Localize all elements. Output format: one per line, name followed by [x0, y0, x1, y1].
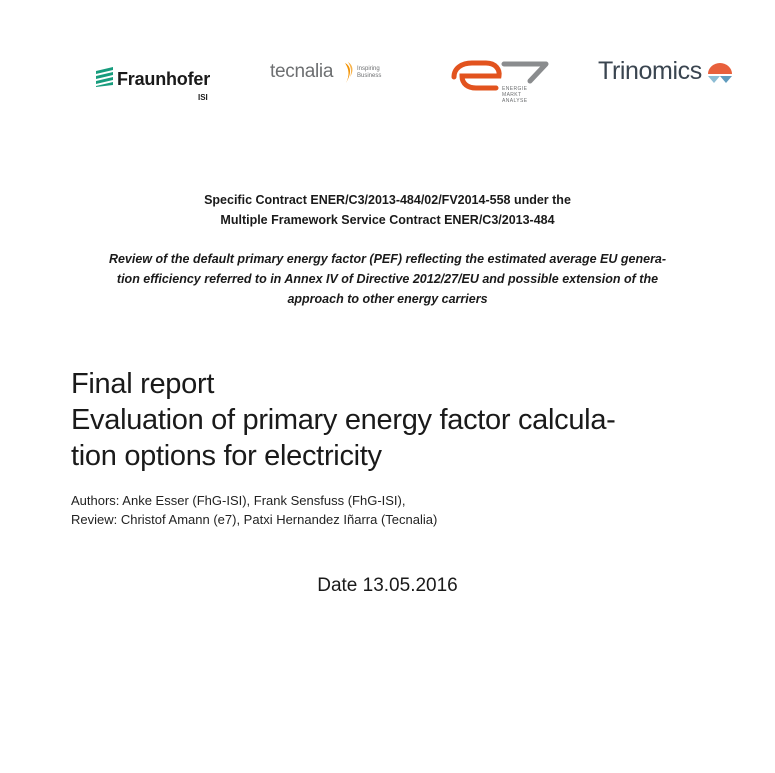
- authors-line: Authors: Anke Esser (FhG-ISI), Frank Sensfuss (FhG-ISI),: [71, 493, 406, 508]
- review-line: tion efficiency referred to in Annex IV of Directive 2012/27/EU and possible extension of the: [116, 272, 659, 286]
- title-line: Final report: [71, 368, 215, 400]
- logo-bar: [0, 55, 775, 115]
- title-line: tion options for electricity: [71, 440, 382, 472]
- fraunhofer-name: Fraunhofer: [117, 69, 211, 89]
- tecnalia-name: tecnalia: [270, 61, 334, 82]
- report-title: [71, 366, 751, 474]
- contract-line: Multiple Framework Service Contract ENER/C3/2013-484: [220, 213, 555, 227]
- fraunhofer-sub: ISI: [198, 93, 208, 102]
- review-subject: [60, 249, 715, 309]
- report-date: Date 13.05.2016: [317, 575, 458, 596]
- contract-reference: [0, 190, 775, 230]
- review-line: approach to other energy carriers: [287, 292, 488, 306]
- review-line: Review of the default primary energy factor (PEF) reflecting the estimated average EU genera-: [108, 252, 667, 266]
- tecnalia-swoosh-icon: [341, 61, 355, 85]
- title-line: Evaluation of primary energy factor calcula-: [71, 404, 616, 436]
- tecnalia-tagline: Inspiring Business: [357, 66, 382, 79]
- e7-tagline: ENERGIE MARKT ANALYSE: [502, 86, 528, 104]
- trinomics-name: Trinomics: [598, 57, 702, 85]
- contract-line: Specific Contract ENER/C3/2013-484/02/FV2014-558 under the: [204, 193, 571, 207]
- trinomics-mark-icon: [706, 62, 734, 84]
- authors-block: [71, 491, 751, 529]
- review-credits-line: Review: Christof Amann (e7), Patxi Hernandez Iñarra (Tecnalia): [71, 512, 438, 527]
- fraunhofer-mark-icon: [96, 67, 113, 87]
